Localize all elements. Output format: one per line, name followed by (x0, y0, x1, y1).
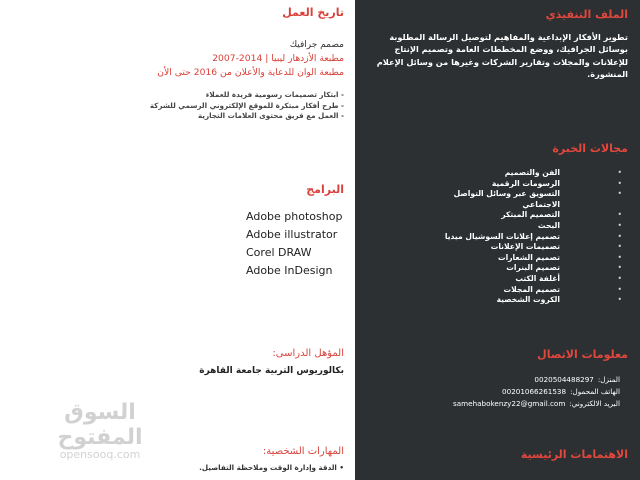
software-heading: البرامج (306, 183, 344, 196)
expertise-item: • التصميم المبتكر (420, 210, 570, 221)
expertise-heading: مجالات الخبرة (552, 142, 628, 155)
summary-text: تطوير الأفكار الإبداعية والمفاهيم لتوصيل الرسالة المطلوبة بوسائل الجرافيك، ووضع المخططات العامة وتصميم الإنتاج للإعلانات والمجلات وتقارير الشركات وغيرها من وسائل الإعلام المنشورة. (376, 32, 628, 80)
contact-heading: معلومات الاتصال (537, 348, 628, 361)
contact-email-row (380, 398, 620, 410)
skill-item: • الدقة وإدارة الوقت وملاحظة التفاصيل. (64, 462, 344, 473)
interests-heading: الاهتمامات الرئيسية (520, 448, 628, 461)
expertise-list (420, 168, 570, 306)
job-title: مصمم جرافيك (289, 40, 344, 50)
expertise-item: • الفن والتصميم (420, 168, 570, 179)
work-history-heading: تاريخ العمل (282, 6, 344, 19)
software-item: Adobe InDesign (246, 264, 333, 277)
expertise-item: • تصميم المجلات (420, 285, 570, 296)
expertise-item: • التسويق عبر وسائل التواصل الاجتماعي (420, 189, 570, 210)
job-bullet: - ابتكار تصميمات رسومية فريدة للعملاء (205, 90, 344, 99)
contact-mobile-label: الهاتف المحمول: (570, 387, 620, 396)
expertise-item: • تصميم البنرات (420, 263, 570, 274)
education-heading: المؤهل الدراسى: (272, 348, 344, 359)
contact-mobile-row (380, 386, 620, 398)
contact-home-value: 0020504488297 (534, 375, 594, 384)
contact-mobile-value: 00201066261538 (502, 387, 567, 396)
software-item: Adobe illustrator (246, 228, 338, 241)
skills-list (64, 462, 344, 473)
software-item: Corel DRAW (246, 246, 312, 259)
contact-home-label: المنزل: (597, 375, 620, 384)
job-entry (44, 38, 344, 80)
education-value: بكالوريوس التربية جامعة القاهرة (199, 366, 344, 376)
contact-email-value[interactable]: samehabokenzy22@gmail.com (453, 399, 566, 408)
skills-heading: المهارات الشخصية: (262, 446, 344, 457)
expertise-item: • أغلفة الكتب (420, 274, 570, 285)
job-company-2: مطبعة الوان للدعاية والأعلان من 2016 حتى الأن (157, 67, 344, 78)
contact-info (380, 374, 620, 410)
contact-home-row (380, 374, 620, 386)
software-item: Adobe photoshop (246, 210, 343, 223)
opensooq-watermark (20, 400, 180, 461)
contact-email-label: البريد الالكتروني: (569, 399, 620, 408)
right-column (356, 0, 640, 480)
job-bullet: - العمل مع فريق محتوى العلامات التجارية (197, 111, 344, 120)
watermark-arabic: السوق المفتوح (57, 400, 143, 450)
watermark-english: opensooq.com (59, 448, 141, 461)
expertise-item: • الكروت الشخصية (420, 295, 570, 306)
expertise-item: • الرسومات الرقمية (420, 179, 570, 190)
software-list (246, 208, 356, 280)
job-company-1: مطبعة الأزدهار ليبيا | 2014-2007 (212, 53, 344, 64)
expertise-item: • تصميم إعلانات السوشيال ميديا (420, 232, 570, 243)
job-bullet: - طرح أفكار مبتكرة للموقع الإلكتروني الرسمي للشركة (149, 100, 344, 110)
expertise-item: • تصميم الشعارات (420, 253, 570, 264)
summary-heading: الملف التنفيذي (545, 8, 628, 21)
job-responsibilities (44, 90, 344, 122)
expertise-item: • تصميمات الإعلانات (420, 242, 570, 253)
expertise-item: • البحث (420, 221, 570, 232)
